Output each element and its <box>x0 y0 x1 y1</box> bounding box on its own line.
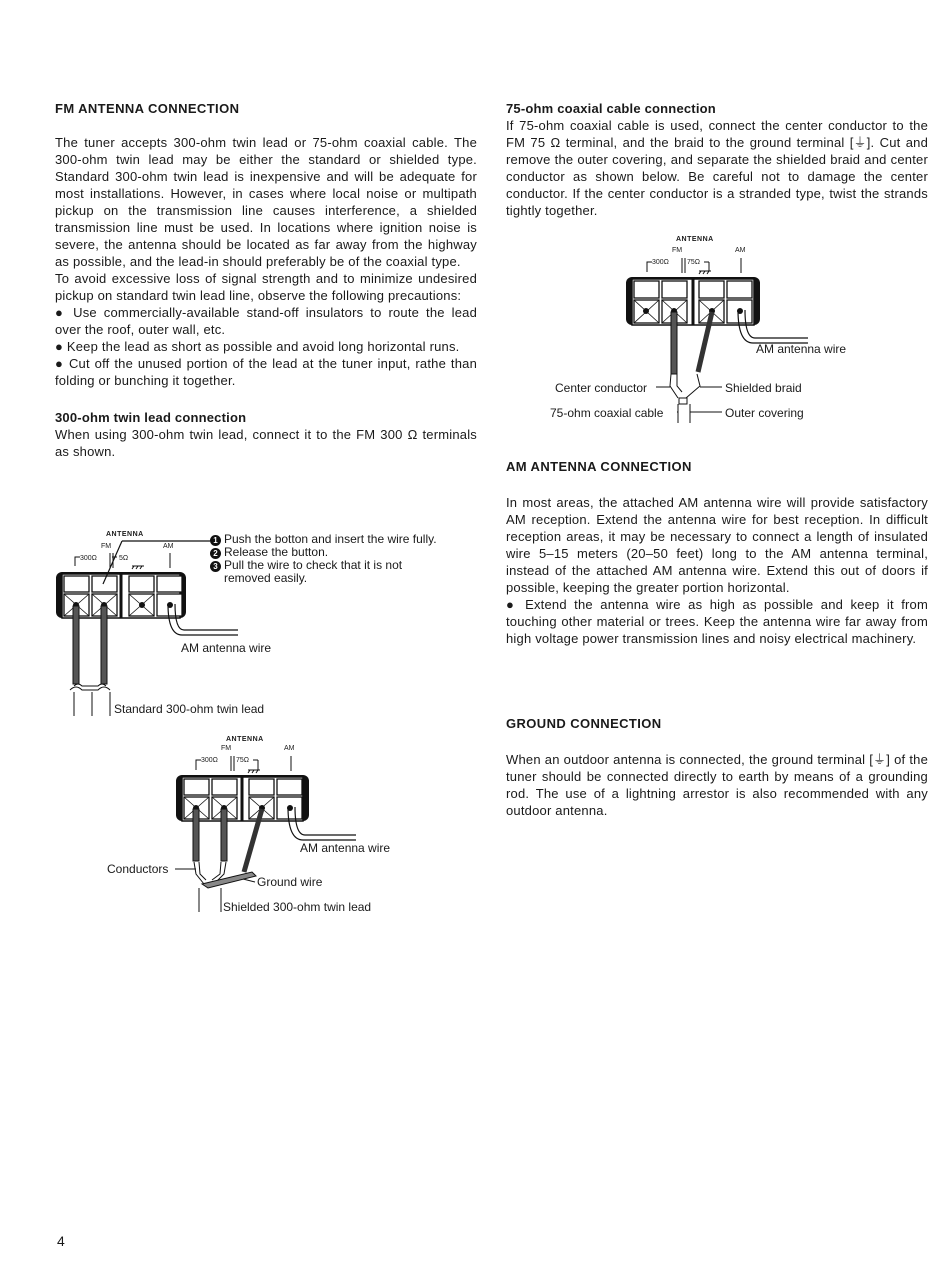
am-label-3: AM <box>735 247 746 254</box>
diagram1-lead-label: Standard 300-ohm twin lead <box>114 702 265 716</box>
antenna-label-3: ANTENNA <box>676 236 714 243</box>
outer-covering-label: Outer covering <box>725 406 804 420</box>
ohm300-label-3: 300Ω <box>652 259 669 266</box>
twin-title: 300-ohm twin lead connection <box>55 410 247 425</box>
step-3: 3 Pull the wire to check that it is not <box>210 559 437 572</box>
coax-cable-label: 75-ohm coaxial cable <box>550 406 664 420</box>
fm-label: FM <box>101 543 112 550</box>
ohm300-label: 300Ω <box>80 555 97 562</box>
fm-label-2: FM <box>221 745 232 752</box>
coax-text: If 75-ohm coaxial cable is used, connect the center conductor to the FM 75 Ω terminal, and the braid to the ground terminal [⏚]. Cut and remove the outer covering, and separate the shielded braid and center conductor as shown below. Be careful not to damage the center conductor. If the center conductor is a stranded type, twist the strands tightly together. <box>506 118 928 218</box>
ground-text: When an outdoor antenna is connected, the ground terminal [⏚] of the tuner should be connected directly to earth by means of a grounding rod. The use of a lightning arrestor is also recommended with any outdoor antenna. <box>506 752 928 818</box>
step-1: 1 Push the botton and insert the wire fully. <box>210 533 437 546</box>
diagram3-am-wire-label: AM antenna wire <box>756 342 847 356</box>
ohm75-label: 5Ω <box>119 555 129 562</box>
diagram2-lead-label: Shielded 300-ohm twin lead <box>223 900 372 914</box>
am-bullet: ● Extend the antenna wire as high as possible and keep it from touching other material or trees. Keep the antenna wire far away from high voltage power transmission lines and noisy electrical machinery. <box>506 597 928 646</box>
ohm75-label-3: 75Ω <box>687 259 701 266</box>
fm-avoid: To avoid excessive loss of signal strength and to minimize undesired pickup on standard twin lead line, observe the following precautions: <box>55 271 477 303</box>
fm-title: FM ANTENNA CONNECTION <box>55 101 240 116</box>
shielded-braid-label: Shielded braid <box>725 381 802 395</box>
fm-bullet-2: ● Keep the lead as short as possible and avoid long horizontal runs. <box>55 339 460 354</box>
am-text: In most areas, the attached AM antenna wire will provide satisfactory AM reception. Extend the antenna wire for best reception. In difficult reception areas, it may be necessary to connect a length of insulated wire 5–15 meters (20–50 feet) long to the AM antenna terminal, instead of the attached AM antenna wire. Extend this out of doors if possible, keeping the greater portion horizontal. <box>506 495 928 595</box>
fm-bullet-1: ● Use commercially-available stand-off insulators to route the lead over the roof, outer wall, etc. <box>55 305 477 337</box>
step-3-cont: removed easily. <box>224 571 308 585</box>
am-title: AM ANTENNA CONNECTION <box>506 459 692 474</box>
antenna-label: ANTENNA <box>106 531 144 538</box>
page-number: 4 <box>57 1233 65 1249</box>
ohm75-label-2: 75Ω <box>236 757 250 764</box>
center-conductor-label: Center conductor <box>555 381 648 395</box>
am-label-2: AM <box>284 745 295 752</box>
am-label: AM <box>163 543 174 550</box>
fm-bullet-3: ● Cut off the unused portion of the lead at the tuner input, rathe than folding or bunching it together. <box>55 356 477 388</box>
ground-title: GROUND CONNECTION <box>506 716 662 731</box>
diagram2-am-wire-label: AM antenna wire <box>300 841 391 855</box>
ground-wire-label: Ground wire <box>257 875 323 889</box>
step-2: 2 Release the button. <box>210 546 437 559</box>
fm-label-3: FM <box>672 247 683 254</box>
twin-text: When using 300-ohm twin lead, connect it to the FM 300 Ω terminals as shown. <box>55 427 477 459</box>
conductors-label: Conductors <box>107 862 169 876</box>
coax-title: 75-ohm coaxial cable connection <box>506 101 716 116</box>
ohm300-label-2: 300Ω <box>201 757 218 764</box>
diagram1-am-wire-label: AM antenna wire <box>181 641 272 655</box>
antenna-label-2: ANTENNA <box>226 736 264 743</box>
fm-intro: The tuner accepts 300-ohm twin lead or 75-ohm coaxial cable. The 300-ohm twin lead may be either the standard or shielded type. Standard 300-ohm twin lead is inexpensive and will be adequate for most installations. However, in cases where local noise or multipath pickup on the transmission line causes interference, a shielded transmission line must be used. In locations where ignition noise is severe, the antenna should be located as far away from the highway as possible, and the lead-in should preferably be of the coaxial type. <box>55 135 477 269</box>
